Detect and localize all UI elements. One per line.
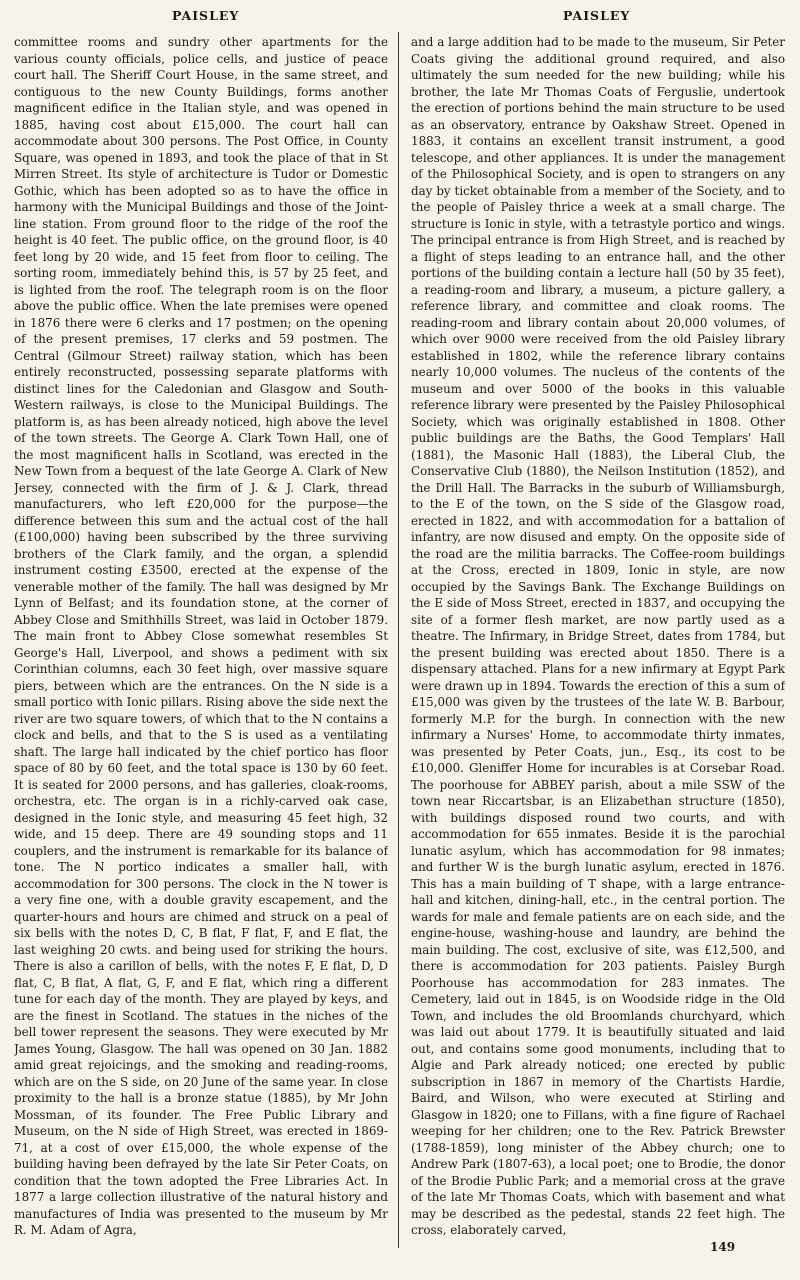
running-head-right: PAISLEY [563,8,631,23]
page-number: 149 [710,1240,736,1254]
text-column-left [14,34,388,1246]
column-right-text: and a large addition had to be made to the museum, Sir Peter Coats giving the additional ground required, and also ultimately the sum needed for the new building; while his brother, the late Mr Thomas Coats of Ferguslie, undertook the erection of portions behind the main structure to be used as an observatory, entrance by Oakshaw Street. Opened in 1883, it contains an excellent transit instrument, a good telescope, and other appliances. It is under the management of the Philosophical Society, and is open to strangers on any day by ticket obtainable from a member of the Society, and to the people of Paisley thrice a week at a small charge. The structure is Ionic in style, with a tetrastyle portico and wings. The principal entrance is from High Street, and is reached by a flight of steps leading to an entrance hall, and the other portions of the building contain a lecture hall (50 by 35 feet), a reading-room and library, a museum, a picture gallery, a reference library, and committee and cloak rooms. The reading-room and library contain about 20,000 volumes, of which over 9000 were received from the old Paisley library established in 1802, while the reference library contains nearly 10,000 volumes. The nucleus of the contents of the museum and over 5000 of the books in this valuable reference library were presented by the Paisley Philosophical Society, which was originally established in 1808. Other public buildings are the Baths, the Good Templars' Hall (1881), the Masonic Hall (1883), the Liberal Club, the Conservative Club (1880), the Neilson Institution (1852), and the Drill Hall. The Barracks in the suburb of Williamsburgh, to the E of the town, on the S side of the Glasgow road, erected in 1822, and with accommodation for a battalion of infantry, are now disused and empty. On the opposite side of the road are the militia barracks. The Coffee-room buildings at the Cross, erected in 1809, Ionic in style, are now occupied by the Savings Bank. The Exchange Buildings on the E side of Moss Street, erected in 1837, and occupying the site of a former flesh market, are now partly used as a theatre. The Infirmary, in Bridge Street, dates from 1784, but the present building was erected about 1850. There is a dispensary attached. Plans for a new infirmary at Egypt Park were drawn up in 1894. Towards the erection of this a sum of £15,000 was given by the trustees of the late W. B. Barbour, formerly M.P. for the burgh. In connection with the new infirmary a Nurses' Home, to accommodate thirty inmates, was presented by Peter Coats, jun., Esq., its cost to be £10,000. Gleniffer Home for incurables is at Corsebar Road. The poorhouse for ABBEY parish, about a mile SSW of the town near Riccartsbar, is an Elizabethan structure (1850), with buildings disposed round two courts, and with accommodation for 655 inmates. Beside it is the parochial lunatic asylum, which has accommodation for 98 inmates; and further W is the burgh lunatic asylum, erected in 1876. This has a main building of T shape, with a large entrance-hall and kitchen, dining-hall, etc., in the central portion. The wards for male and female patients are on each side, and the engine-house, washing-house and laundry, are behind the main building. The cost, exclusive of site, was £12,500, and there is accommodation for 203 patients. Paisley Burgh Poorhouse has accommodation for 283 inmates. The Cemetery, laid out in 1845, is on Woodside ridge in the Old Town, and includes the old Broomlands churchyard, which was laid out about 1779. It is beautifully situated and laid out, and contains some good monuments, including that to Algie and Park already noticed; one erected by public subscription in 1867 in memory of the Chartists Hardie, Baird, and Wilson, who were executed at Stirling and Glasgow in 1820; one to Fillans, with a fine figure of Rachael weeping for her children; one to the Rev. Patrick Brewster (1788-1859), long minister of the Abbey church; one to Andrew Park (1807-63), a local poet; one to Brodie, the donor of the Brodie Public Park; and a memorial cross at the grave of the late Mr Thomas Coats, which with basement and what may be described as the pedestal, stands 22 feet high. The cross, elaborately carved, [411,35,785,1237]
column-left-text: committee rooms and sundry other apartments for the various county officials, police cells, and justice of peace court hall. The Sheriff Court House, in the same street, and contiguous to the new County Buildings, forms another magnificent edifice in the Italian style, and was opened in 1885, having cost about £15,000. The court hall can accommodate about 300 persons. The Post Office, in County Square, was opened in 1893, and took the place of that in St Mirren Street. Its style of architecture is Tudor or Domestic Gothic, which has been adopted so as to have the office in harmony with the Municipal Buildings and those of the Joint-line station. From ground floor to the ridge of the roof the height is 40 feet. The public office, on the ground floor, is 40 feet long by 20 wide, and 15 feet from floor to ceiling. The sorting room, immediately behind this, is 57 by 25 feet, and is lighted from the roof. The telegraph room is on the floor above the public office. When the late premises were opened in 1876 there were 6 clerks and 17 postmen; on the opening of the present premises, 17 clerks and 59 postmen. The Central (Gilmour Street) railway station, which has been entirely reconstructed, possessing separate platforms with distinct lines for the Caledonian and Glasgow and South-Western railways, is close to the Municipal Buildings. The platform is, as has been already noticed, high above the level of the town streets. The George A. Clark Town Hall, one of the most magnificent halls in Scotland, was erected in the New Town from a bequest of the late George A. Clark of New Jersey, connected with the firm of J. & J. Clark, thread manufacturers, who left £20,000 for the purpose—the difference between this sum and the actual cost of the hall (£100,000) having been subscribed by the three surviving brothers of the Clark family, and the organ, a splendid instrument costing £3500, erected at the expense of the venerable mother of the family. The hall was designed by Mr Lynn of Belfast; and its foundation stone, at the corner of Abbey Close and Smithhills Street, was laid in October 1879. The main front to Abbey Close somewhat resembles St George's Hall, Liverpool, and shows a pediment with six Corinthian columns, each 30 feet high, over massive square piers, between which are the entrances. On the N side is a small portico with Ionic pillars. Rising above the side next the river are two square towers, of which that to the N contains a clock and bells, and that to the S is used as a ventilating shaft. The large hall indicated by the chief portico has floor space of 80 by 60 feet, and the total space is 130 by 60 feet. It is seated for 2000 persons, and has galleries, cloak-rooms, orchestra, etc. The organ is in a richly-carved oak case, designed in the Ionic style, and measuring 45 feet high, 32 wide, and 15 deep. There are 49 sounding stops and 11 couplers, and the instrument is remarkable for its balance of tone. The N portico indicates a smaller hall, with accommodation for 300 persons. The clock in the N tower is a very fine one, with a double gravity escapement, and the quarter-hours and hours are chimed and struck on a peal of six bells with the notes D, C, B flat, F flat, F, and E flat, the last weighing 20 cwts. and being used for striking the hours. There is also a carillon of bells, with the notes F, E flat, D, D flat, C, B flat, A flat, G, F, and E flat, which ring a different tune for each day of the month. They are played by keys, and are the finest in Scotland. The statues in the niches of the bell tower represent the seasons. They were executed by Mr James Young, Glasgow. The hall was opened on 30 Jan. 1882 amid great rejoicings, and the smoking and reading-rooms, which are on the S side, on 20 June of the same year. In close proximity to the hall is a bronze statue (1885), by Mr John Mossman, of its founder. The Free Public Library and Museum, on the N side of High Street, was erected in 1869-71, at a cost of over £15,000, the whole expense of the building having been defrayed by the late Sir Peter Coats, on condition that the town adopted the Free Libraries Act. In 1877 a large collection illustrative of the natural history and manufactures of India was presented to the museum by Mr R. M. Adam of Agra, [14,35,388,1237]
running-head-left: PAISLEY [172,8,240,23]
text-column-right [411,34,785,1246]
column-divider [398,32,399,1248]
